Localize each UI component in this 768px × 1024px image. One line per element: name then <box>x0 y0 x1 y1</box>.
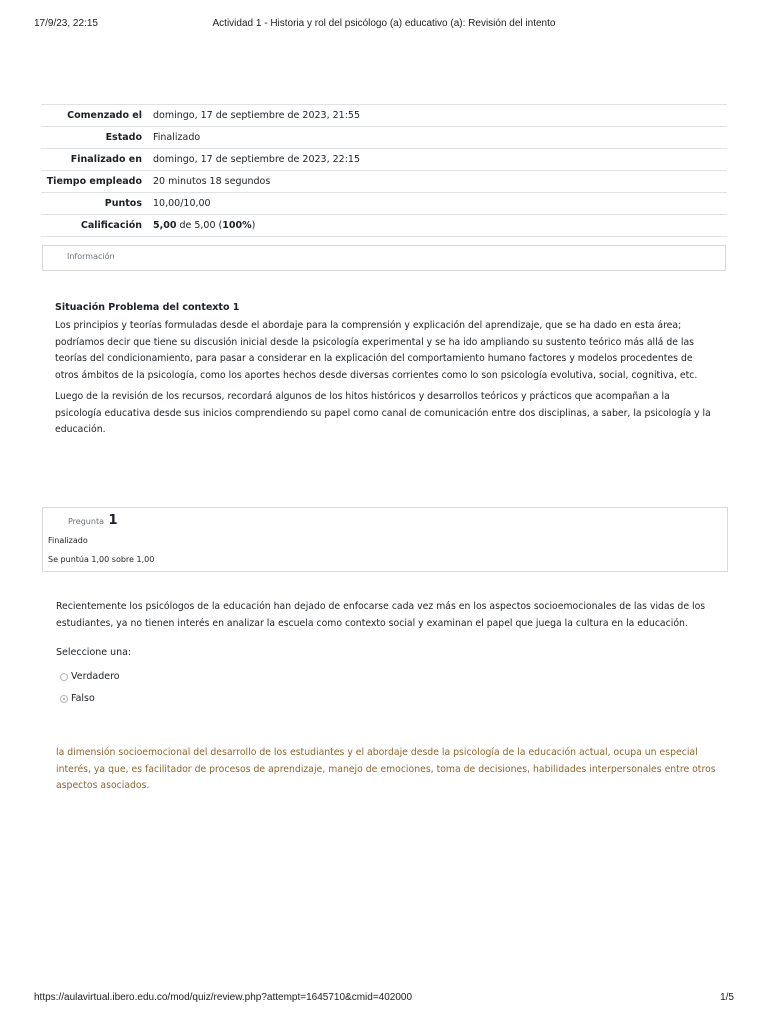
summary-row-grade <box>41 215 727 237</box>
summary-label: Estado <box>41 127 147 149</box>
summary-value: Finalizado <box>153 132 201 143</box>
summary-row-time-taken <box>41 171 727 193</box>
print-title: Actividad 1 - Historia y rol del psicólogo (a) educativo (a): Revisión del intento <box>212 18 556 29</box>
question-grade: Se puntúa 1,00 sobre 1,00 <box>48 555 155 564</box>
radio-checked-icon[interactable] <box>60 695 68 703</box>
context-section <box>55 300 715 444</box>
answer-option-verdadero[interactable] <box>60 671 120 682</box>
summary-value: 20 minutos 18 segundos <box>153 176 271 187</box>
summary-label: Puntos <box>41 193 147 215</box>
print-datetime: 17/9/23, 22:15 <box>34 18 98 29</box>
summary-value: domingo, 17 de septiembre de 2023, 22:15 <box>153 154 361 165</box>
answer-option-label: Falso <box>71 693 95 704</box>
information-block <box>42 245 726 271</box>
context-paragraph: Los principios y teorías formuladas desde el abordaje para la comprensión y explicación del aprendizaje, que se ha dado en esta área; podríamos decir que tiene su discusión inicial desde la psicología experimental y se ha ido ampliando su sustento teórico más allá de las teorías del condicionamiento, para pasar a considerar en la explicación del comportamiento humano factores y modelos procedentes de otros ámbitos de la psicología, como los aportes hechos desde diversas corrientes como lo son psicología evolutiva, social, cognitiva, etc. <box>55 320 698 381</box>
summary-label: Comenzado el <box>41 105 147 127</box>
grade-value <box>147 215 727 237</box>
summary-label: Tiempo empleado <box>41 171 147 193</box>
question-number <box>68 513 118 528</box>
summary-value: 10,00/10,00 <box>153 198 211 209</box>
print-page-number: 1/5 <box>720 992 734 1003</box>
summary-row-started <box>41 105 727 127</box>
context-paragraph: Luego de la revisión de los recursos, recordará algunos de los hitos históricos y desarrollos teóricos y prácticos que acompañan a la psicología educativa desde sus inicios comprendiendo su papel como canal de comunicación entre dos disciplinas, a saber, la psicología y la educación. <box>55 391 711 435</box>
summary-value: domingo, 17 de septiembre de 2023, 21:55 <box>153 110 361 121</box>
radio-icon[interactable] <box>60 673 68 681</box>
answer-option-falso[interactable] <box>60 693 95 704</box>
question-label: Pregunta <box>68 517 104 526</box>
answer-option-label: Verdadero <box>71 671 120 682</box>
summary-row-points <box>41 193 727 215</box>
summary-label: Calificación <box>41 215 147 237</box>
summary-label: Finalizado en <box>41 149 147 171</box>
attempt-summary-table <box>41 104 727 237</box>
question-state: Finalizado <box>48 536 88 545</box>
print-header <box>34 18 734 32</box>
grade-of-text: de 5,00 ( <box>176 220 223 231</box>
print-url: https://aulavirtual.ibero.edu.co/mod/quiz/review.php?attempt=1645710&cmid=402000 <box>34 992 413 1003</box>
print-footer <box>34 992 734 1006</box>
information-label: Información <box>67 252 115 261</box>
grade-close: ) <box>251 220 256 231</box>
grade-score: 5,00 <box>153 220 177 231</box>
summary-row-state <box>41 127 727 149</box>
question-number-value: 1 <box>108 513 118 528</box>
question-info-box <box>42 507 728 572</box>
grade-percent: 100% <box>222 220 252 231</box>
context-heading: Situación Problema del contexto 1 <box>55 302 240 313</box>
question-text: Recientemente los psicólogos de la educación han dejado de enfocarse cada vez más en los aspectos socioemocionales de las vidas de los estudiantes, ya no tienen interés en analizar la escuela como contexto social y examinan el papel que juega la cultura en la educación. <box>56 601 706 629</box>
summary-row-finished <box>41 149 727 171</box>
answer-feedback: la dimensión socioemocional del desarrollo de los estudiantes y el abordaje desde la psicología de la educación actual, ocupa un especial interés, ya que, es facilitador de procesos de aprendizaje, manejo de emociones, toma de decisiones, habilidades interpersonales entre otros aspectos asociados. <box>56 747 716 791</box>
question-prompt: Seleccione una: <box>56 647 132 658</box>
